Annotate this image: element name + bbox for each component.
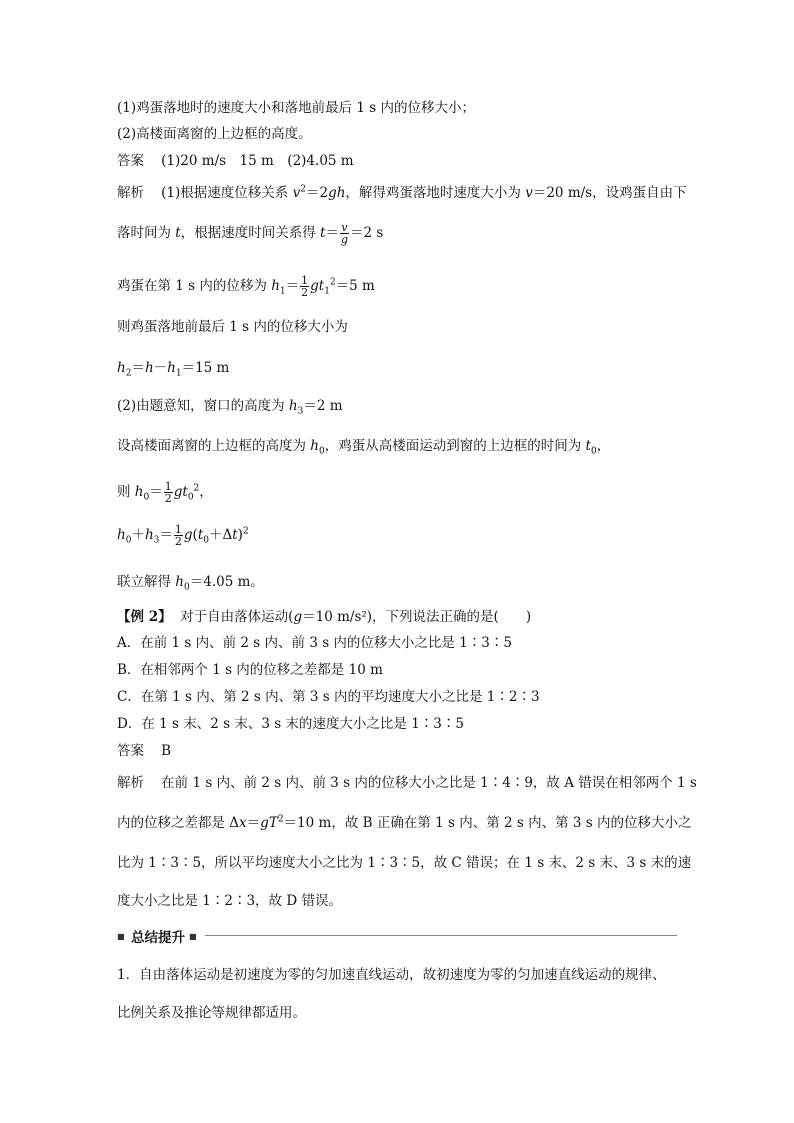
summary-divider <box>117 926 677 944</box>
analysis-line-1: 解析 (1)根据速度位移关系 $v^2=2gh$，解得鸡蛋落地时速度大小为 v＝20 m/s，设鸡蛋自由下 <box>117 184 687 201</box>
divider-dots: ■ <box>189 932 197 941</box>
answer-text: (1)20 m/s 15 m (2)4.05 m <box>161 153 354 169</box>
question-2: (2)高楼面离窗的上边框的高度。 <box>117 126 312 142</box>
example-2-answer <box>117 742 171 760</box>
summary-paragraph-2: 比例关系及推论等规律都适用。 <box>117 1005 306 1021</box>
analysis-text: (2)由题意知，窗口的高度为 <box>117 398 289 414</box>
question-1: (1)鸡蛋落地时的速度大小和落地前最后 1 s 内的位移大小； <box>117 100 476 116</box>
analysis-line-5: $h_2=h-h_1=15$ m <box>117 360 230 379</box>
analysis-text: (1)根据速度位移关系 <box>161 185 293 201</box>
analysis-line-10: 联立解得 $h_0=4.05$ m。 <box>117 574 264 593</box>
summary-title: 总结提升 <box>131 930 185 946</box>
analysis-text: 设高楼面离窗的上边框的高度为 <box>117 438 311 454</box>
analysis-text: 在前 1 s 内、前 2 s 内、前 3 s 内的位移大小之比是 1∶4∶9，故 A 错误在相邻两个 1 s <box>161 775 697 791</box>
example-tag: 【例 2】 <box>117 609 172 625</box>
option-c: C．在第 1 s 内、第 2 s 内、第 3 s 内的平均速度大小之比是 1∶2∶3 <box>117 689 540 705</box>
analysis-text: 落时间为 <box>117 225 176 241</box>
fraction-v-over-g: $\frac{v}{g}$ <box>340 221 349 246</box>
stem-symbol: g <box>293 609 303 625</box>
answer-value: B <box>161 743 172 759</box>
analysis-line-3: 鸡蛋在第 1 s 内的位移为 $h_1=$ $\frac{1}{2}$ $gt_1^2=5$ m <box>117 274 375 299</box>
option-a: A．在前 1 s 内、前 2 s 内、前 3 s 内的位移大小之比是 1∶3∶5 <box>117 635 512 651</box>
answer-label: 答案 <box>117 743 144 759</box>
example-2-analysis-4: 度大小之比是 1∶2∶3，故 D 错误。 <box>117 893 342 909</box>
answer-label: 答案 <box>117 153 144 169</box>
fraction-half: $\frac{1}{2}$ <box>164 480 172 505</box>
analysis-text: ，设鸡蛋自由下 <box>592 185 687 201</box>
analysis-text: 联立解得 <box>117 574 176 590</box>
answer-line <box>117 152 354 170</box>
example-2-stem <box>117 608 531 626</box>
analysis-line-4: 则鸡蛋落地前最后 1 s 内的位移大小为 <box>117 319 348 335</box>
analysis-text: ，鸡蛋从高楼面运动到窗的上边框的时间为 <box>324 438 586 454</box>
fraction-half: $\frac{1}{2}$ <box>174 523 182 548</box>
example-2-analysis-1 <box>117 774 697 792</box>
example-2-analysis-2: 内的位移之差都是 $\Delta x=gT^2=10$ m，故 B 正确在第 1 s 内、第 2 s 内、第 3 s 内的位移大小之 <box>117 814 692 831</box>
analysis-line-6: (2)由题意知，窗口的高度为 $h_3=2$ m <box>117 398 343 417</box>
option-b: B．在相邻两个 1 s 内的位移之差都是 10 m <box>117 662 383 678</box>
analysis-label: 解析 <box>117 185 144 201</box>
summary-paragraph-1: 1．自由落体运动是初速度为零的匀加速直线运动，故初速度为零的匀加速直线运动的规律、 <box>117 967 666 983</box>
analysis-text: ，故 B 正确在第 1 s 内、第 2 s 内、第 3 s 内的位移大小之 <box>331 815 692 831</box>
analysis-text: 内的位移之差都是 <box>117 815 230 831</box>
example-2-analysis-3: 比为 1∶3∶5，所以平均速度大小之比为 1∶3∶5，故 C 错误；在 1 s 末、2 s 末、3 s 末的速 <box>117 855 692 871</box>
analysis-text: ，根据速度时间关系得 <box>180 225 321 241</box>
analysis-label: 解析 <box>117 775 144 791</box>
analysis-line-2: 落时间为 t，根据速度时间关系得 t＝ $\frac{v}{g}$ ＝2 s <box>117 221 384 246</box>
analysis-line-8: 则 $h_0=$ $\frac{1}{2}$ $gt_0^2$， <box>117 480 213 505</box>
analysis-line-9: $h_0+h_3=$ $\frac{1}{2}$ $g(t_0+\Delta t)^2$ <box>117 523 249 548</box>
stem-text: 对于自由落体运动( <box>180 609 294 625</box>
analysis-text: 则 <box>117 484 135 500</box>
analysis-line-7: 设高楼面离窗的上边框的高度为 $h_0$，鸡蛋从高楼面运动到窗的上边框的时间为 $t_0$， <box>117 438 611 457</box>
divider-rule <box>205 935 677 936</box>
analysis-text: ，解得鸡蛋落地时速度大小为 <box>345 185 526 201</box>
fraction-half: $\frac{1}{2}$ <box>301 274 309 299</box>
divider-dots: ■ <box>117 932 126 941</box>
option-d: D．在 1 s 末、2 s 末、3 s 末的速度大小之比是 1∶3∶5 <box>117 716 464 732</box>
analysis-text: 鸡蛋在第 1 s 内的位移为 <box>117 278 272 294</box>
stem-text: ＝10 m/s²)，下列说法正确的是( ) <box>302 609 532 625</box>
